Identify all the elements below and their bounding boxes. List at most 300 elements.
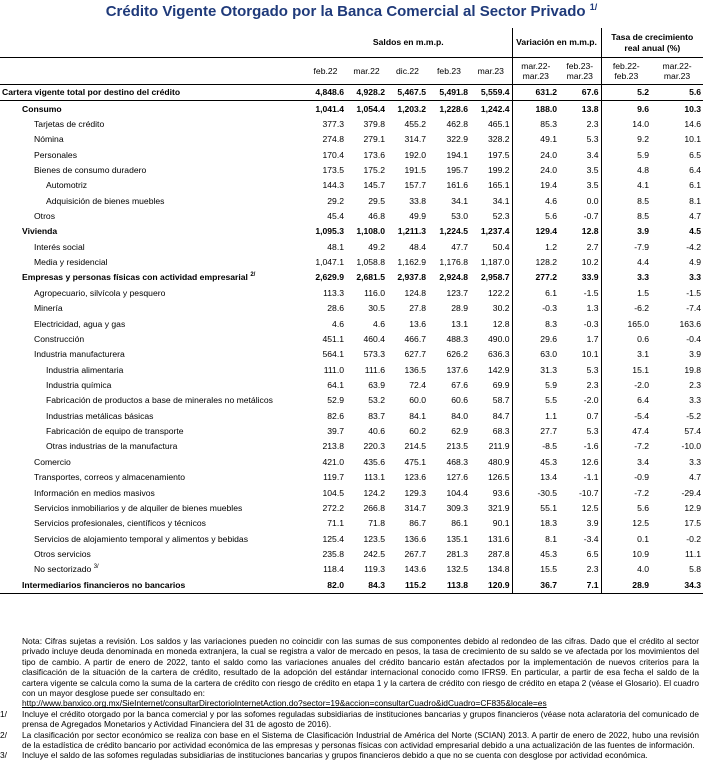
cell-value: 2.3: [586, 564, 599, 575]
cell-value: 1,095.3: [315, 226, 344, 237]
cell-value: 48.1: [327, 241, 344, 252]
cell-value: 30.5: [368, 303, 385, 314]
cell-value: 211.9: [488, 441, 510, 452]
table-row: [0, 455, 703, 470]
table-row: [0, 531, 703, 546]
cell-value: 113.3: [323, 287, 344, 298]
cell-value: 13.8: [581, 103, 599, 114]
cell-value: 122.2: [488, 287, 510, 298]
cell-value: 1.2: [512, 240, 559, 255]
cell-value: 488.3: [446, 333, 468, 344]
cell-value: 12.8: [581, 226, 599, 237]
cell-value: 29.6: [512, 332, 559, 347]
cell-value: 377.3: [322, 118, 344, 129]
row-label: Cartera vigente total por destino del crédito: [0, 85, 305, 101]
cell-value: 53.0: [451, 211, 468, 222]
cell-value: 194.1: [446, 149, 468, 160]
cell-value: 24.0: [512, 147, 559, 162]
cell-value: 3.9: [689, 349, 702, 360]
cell-value: 314.7: [404, 502, 426, 513]
cell-value: 125.4: [322, 533, 344, 544]
cell-value: 71.1: [327, 518, 344, 529]
cell-value: 1,228.6: [439, 103, 468, 114]
header-tasa-col: feb.22- feb.23: [601, 58, 651, 85]
cell-value: -5.2: [686, 410, 702, 421]
cell-value: 83.7: [368, 410, 385, 421]
cell-value: 60.6: [451, 395, 468, 406]
cell-value: 10.3: [684, 103, 702, 114]
cell-value: 266.8: [363, 502, 385, 513]
row-label: Industrias metálicas básicas: [46, 410, 154, 421]
cell-value: 1,108.0: [356, 226, 385, 237]
cell-value: 4.4: [601, 255, 651, 270]
cell-value: 272.2: [322, 502, 344, 513]
cell-value: -1.5: [686, 287, 702, 298]
table-row: [0, 332, 703, 347]
cell-value: 10.1: [684, 134, 702, 145]
cell-value: 192.0: [404, 149, 426, 160]
cell-value: 277.2: [512, 270, 559, 285]
header-saldos: Saldos en m.m.p.: [372, 37, 444, 47]
cell-value: 4.5: [689, 226, 702, 237]
cell-value: 281.3: [446, 548, 468, 559]
cell-value: 84.1: [409, 410, 426, 421]
cell-value: 4.8: [601, 163, 651, 178]
cell-value: 58.7: [492, 395, 510, 406]
table-row: [0, 255, 703, 270]
header-period: mar.22: [346, 58, 387, 85]
cell-value: 119.7: [323, 472, 344, 483]
cell-value: 17.5: [684, 518, 702, 529]
cell-value: 1,047.1: [315, 257, 344, 268]
cell-value: 39.7: [327, 426, 344, 437]
cell-value: 3.4: [601, 455, 651, 470]
cell-value: 127.6: [446, 472, 468, 483]
cell-value: 4,928.2: [346, 85, 387, 101]
cell-value: 1.5: [601, 286, 651, 301]
cell-value: 34.1: [492, 195, 510, 206]
cell-value: 123.6: [404, 472, 426, 483]
table-row: [0, 470, 703, 485]
cell-value: 6.1: [689, 180, 702, 191]
row-label: Personales: [34, 149, 77, 160]
cell-value: -0.7: [583, 211, 599, 222]
cell-value: 4.6: [512, 194, 559, 209]
cell-value: -8.5: [512, 439, 559, 454]
cell-value: 627.7: [404, 349, 426, 360]
cell-value: 490.0: [488, 333, 510, 344]
main-note: Nota: Cifras sujetas a revisión. Los saldos y las variaciones pueden no coincidir con las sumas de sus componentes debido al redondeo de las cifras. Dado que el crédito al sector privado incluye deuda denominada en moneda extranjera, la cual se registra a valor de mercado en pesos, la tasa de crecimiento de su saldo se ve afectada por los movimientos del tipo de cambio. A partir de enero de 2022, tanto el saldo como las variaciones anuales del crédito bancario están afectados por la implementación de nuevos criterios para la clasificación de la situación de la cartera de crédito, resultado de la adopción del estándar internacional conocido como IFRS9. En particular, a partir de esa fecha el saldo de la cartera vigente se calcula como la suma de la cartera de crédito con riesgo de crédito en etapa 1 y la cartera de crédito con riesgo de crédito en etapa 2 (véase el Glosario). El cuadro con un mayor desglose puede ser consultado en: http://www.banxico.org.mx/SieInternet/consultarDirectorioInternetAction.do?sector=19&accion=consultarCuadro&idCuadro=CF835&locale=es: [22, 636, 699, 709]
cell-value: 1,224.5: [439, 226, 468, 237]
cell-value: 8.1: [512, 531, 559, 546]
cell-value: -5.4: [601, 409, 651, 424]
header-variacion: Variación en m.m.p.: [512, 28, 601, 58]
cell-value: 115.2: [387, 578, 428, 594]
cell-value: 84.3: [346, 578, 387, 594]
row-label: Fabricación de productos a base de minerales no metálicos: [46, 395, 273, 406]
row-label: Transportes, correos y almacenamiento: [34, 472, 186, 483]
cell-value: 63.0: [512, 347, 559, 362]
table-row: [0, 240, 703, 255]
cell-value: 111.0: [323, 364, 344, 375]
cell-value: 161.6: [446, 180, 468, 191]
table-row: [0, 393, 703, 408]
cell-value: 15.1: [601, 362, 651, 377]
cell-value: 3.1: [601, 347, 651, 362]
table-row: [0, 562, 703, 577]
cell-value: 49.2: [368, 241, 385, 252]
cell-value: 220.3: [363, 441, 385, 452]
header-period: dic.22: [387, 58, 428, 85]
row-label: Empresas y personas físicas con actividad empresarial $^{2/}$: [22, 272, 256, 283]
credit-table: [0, 28, 703, 594]
header-var-col: feb.23- mar.23: [559, 58, 601, 85]
cell-value: 3.3: [601, 270, 651, 285]
table-row: [0, 316, 703, 331]
footnote-ref: 2/: [250, 272, 256, 279]
header-period: feb.23: [428, 58, 470, 85]
cell-value: 34.3: [651, 578, 703, 594]
table-row: [0, 516, 703, 531]
header-tasa: Tasa de crecimiento real anual (%): [601, 28, 703, 58]
cell-value: 379.8: [363, 118, 385, 129]
row-label: Industria química: [46, 380, 112, 390]
cell-value: 5.5: [512, 393, 559, 408]
title-footnote-ref: 1/: [589, 2, 598, 12]
cell-value: 2.7: [586, 241, 599, 252]
cell-value: 1,176.8: [439, 257, 468, 268]
cell-value: 3.5: [586, 180, 599, 191]
cell-value: 123.5: [363, 533, 385, 544]
cell-value: 86.1: [451, 518, 468, 529]
row-label: Interés social: [34, 241, 85, 252]
cell-value: 322.9: [446, 134, 468, 145]
cell-value: 67.6: [559, 85, 601, 101]
cell-value: 136.6: [404, 533, 426, 544]
cell-value: 85.3: [512, 117, 559, 132]
footnote: 3/ Incluye el saldo de las sofomes reguladas subsidiarias de instituciones bancarias y grupos financieros debido a que no se cuenta con desglose por actividad económica.: [0, 750, 648, 761]
cell-value: 53.2: [368, 395, 385, 406]
cell-value: 47.4: [601, 424, 651, 439]
cell-value: 86.7: [409, 518, 426, 529]
row-label: Electricidad, agua y gas: [34, 318, 126, 329]
cell-value: 462.8: [446, 118, 468, 129]
cell-value: 45.3: [512, 547, 559, 562]
cell-value: 123.7: [446, 287, 468, 298]
table-row: [0, 424, 703, 439]
table-row: [0, 85, 703, 101]
cell-value: 7.1: [559, 578, 601, 594]
cell-value: 40.6: [368, 426, 385, 437]
page-title: Crédito Vigente Otorgado por la Banca Comercial al Sector Privado $^{1/}$: [105, 2, 598, 20]
cell-value: 12.5: [601, 516, 651, 531]
cell-value: 1,058.8: [356, 257, 385, 268]
cell-value: 3.5: [586, 164, 599, 175]
cell-value: 468.3: [446, 456, 468, 467]
cell-value: 2.3: [586, 118, 599, 129]
cell-value: 60.0: [409, 395, 426, 406]
cell-value: 5.3: [586, 364, 599, 375]
cell-value: 2,924.8: [439, 272, 468, 283]
cell-value: 1.7: [586, 333, 599, 344]
cell-value: 48.4: [409, 241, 426, 252]
cell-value: -0.3: [583, 318, 599, 329]
cell-value: 4.0: [601, 562, 651, 577]
cell-value: 13.1: [451, 318, 468, 329]
cell-value: 113.1: [364, 472, 385, 483]
cell-value: 129.4: [512, 224, 559, 239]
cell-value: 0.6: [601, 332, 651, 347]
cell-value: 28.9: [451, 303, 468, 314]
cell-value: 480.9: [488, 456, 510, 467]
cell-value: 279.1: [363, 134, 385, 145]
cell-value: 199.2: [488, 164, 510, 175]
cell-value: 135.1: [446, 533, 468, 544]
row-label: Fabricación de equipo de transporte: [46, 426, 184, 437]
cell-value: 2,681.5: [356, 272, 385, 283]
cell-value: 631.2: [512, 85, 559, 101]
cell-value: 9.2: [601, 132, 651, 147]
cell-value: -7.4: [686, 303, 702, 314]
cell-value: 626.2: [446, 349, 468, 360]
cell-value: 3.4: [586, 149, 599, 160]
cell-value: 143.6: [404, 564, 426, 575]
cell-value: 57.4: [684, 426, 702, 437]
cell-value: 31.3: [512, 362, 559, 377]
cell-value: 0.0: [586, 195, 599, 206]
cell-value: 5,491.8: [428, 85, 470, 101]
row-label: Industria manufacturera: [34, 349, 125, 360]
cell-value: 3.3: [689, 456, 702, 467]
cell-value: -7.2: [601, 485, 651, 500]
cell-value: 14.6: [684, 118, 702, 129]
cell-value: 49.9: [409, 211, 426, 222]
cell-value: 113.8: [428, 578, 470, 594]
glossary-link[interactable]: http://www.banxico.org.mx/SieInternet/consultarDirectorioInternetAction.do?sector=19&accion=consultarCuadro&idCuadro=CF835&locale=es: [22, 698, 547, 709]
cell-value: 84.7: [492, 410, 510, 421]
cell-value: 173.6: [363, 149, 385, 160]
table-row: [0, 224, 703, 239]
cell-value: 4.7: [689, 472, 702, 483]
table-row: [0, 347, 703, 362]
table-row: [0, 485, 703, 500]
table-row: [0, 209, 703, 224]
row-label: Otras industrias de la manufactura: [46, 441, 178, 452]
footnote: 1/ Incluye el crédito otorgado por la banca comercial y por las sofomes reguladas subsidiarias de instituciones bancarias y grupos financieros (véase nota aclaratoria del comunicado de prensa de Agregados Monetarios y Actividad Financiera del 31 de agosto de 2016).: [0, 708, 699, 730]
cell-value: 11.1: [684, 548, 702, 559]
cell-value: 267.7: [404, 548, 426, 559]
cell-value: 27.7: [512, 424, 559, 439]
cell-value: 126.5: [488, 472, 510, 483]
row-label: Agropecuario, silvícola y pesquero: [34, 287, 166, 298]
cell-value: 62.9: [451, 426, 468, 437]
cell-value: 145.7: [363, 180, 385, 191]
cell-value: 3.9: [601, 224, 651, 239]
cell-value: 111.6: [364, 364, 385, 375]
table-row: [0, 178, 703, 193]
cell-value: 71.8: [368, 518, 385, 529]
cell-value: 12.8: [492, 318, 510, 329]
cell-value: 46.8: [368, 211, 385, 222]
cell-value: 321.9: [488, 502, 510, 513]
row-label: Construcción: [34, 333, 85, 344]
table-row: [0, 301, 703, 316]
cell-value: 8.3: [512, 316, 559, 331]
cell-value: 5.6: [601, 501, 651, 516]
row-label: Consumo: [22, 103, 62, 114]
cell-value: 1,203.2: [397, 103, 426, 114]
cell-value: 49.1: [512, 132, 559, 147]
cell-value: 3.3: [689, 395, 702, 406]
cell-value: 165.1: [488, 180, 510, 191]
cell-value: 170.4: [322, 149, 344, 160]
cell-value: 33.8: [409, 195, 426, 206]
cell-value: 131.6: [488, 533, 510, 544]
cell-value: 6.1: [512, 286, 559, 301]
cell-value: 2,958.7: [480, 272, 510, 283]
cell-value: -29.4: [681, 487, 702, 498]
cell-value: 5.3: [586, 426, 599, 437]
cell-value: 55.1: [512, 501, 559, 516]
cell-value: 10.9: [601, 547, 651, 562]
cell-value: 636.3: [488, 349, 510, 360]
cell-value: 235.8: [322, 548, 344, 559]
cell-value: 104.5: [322, 487, 344, 498]
cell-value: 435.6: [363, 456, 385, 467]
header-tasa-col: mar.22- mar.23: [651, 58, 703, 85]
cell-value: -0.2: [686, 533, 702, 544]
cell-value: 29.2: [327, 195, 344, 206]
cell-value: -10.7: [578, 487, 599, 498]
row-label: Nómina: [34, 134, 64, 145]
cell-value: 27.8: [409, 303, 426, 314]
cell-value: 18.3: [512, 516, 559, 531]
row-label: Bienes de consumo duradero: [34, 164, 147, 175]
cell-value: 69.9: [492, 380, 510, 390]
cell-value: 132.5: [446, 564, 468, 575]
cell-value: 34.1: [451, 195, 468, 206]
table-row: [0, 117, 703, 132]
cell-value: 173.5: [322, 164, 344, 175]
cell-value: 213.8: [322, 441, 344, 452]
cell-value: 1.1: [512, 409, 559, 424]
cell-value: 104.4: [446, 487, 468, 498]
cell-value: 64.1: [327, 380, 344, 390]
cell-value: 82.6: [327, 410, 344, 421]
cell-value: 137.6: [446, 364, 468, 375]
cell-value: -0.4: [686, 333, 702, 344]
cell-value: 67.6: [451, 380, 468, 390]
cell-value: 309.3: [446, 502, 468, 513]
cell-value: 1,237.4: [480, 226, 510, 237]
cell-value: 475.1: [404, 456, 426, 467]
cell-value: 165.0: [601, 316, 651, 331]
cell-value: 314.7: [404, 134, 426, 145]
cell-value: 29.5: [368, 195, 385, 206]
cell-value: 195.7: [446, 164, 468, 175]
cell-value: 45.3: [512, 455, 559, 470]
row-label: Servicios de alojamiento temporal y alimentos y bebidas: [34, 533, 248, 544]
table-row: [0, 194, 703, 209]
row-label: Comercio: [34, 456, 71, 467]
cell-value: 2.3: [586, 380, 599, 390]
header-var-col: mar.22- mar.23: [512, 58, 559, 85]
cell-value: -30.5: [512, 485, 559, 500]
table-row: [0, 362, 703, 377]
cell-value: 136.5: [404, 364, 426, 375]
cell-value: 36.7: [512, 578, 559, 594]
cell-value: 90.1: [492, 518, 510, 529]
row-label: Automotriz: [46, 180, 88, 191]
cell-value: -2.0: [583, 395, 599, 406]
cell-value: -1.5: [583, 287, 599, 298]
cell-value: 13.4: [512, 470, 559, 485]
cell-value: 2,629.9: [315, 272, 344, 283]
cell-value: 15.5: [512, 562, 559, 577]
cell-value: 466.7: [404, 333, 426, 344]
cell-value: 1,187.0: [480, 257, 510, 268]
cell-value: 12.5: [581, 502, 599, 513]
cell-value: 573.3: [363, 349, 385, 360]
cell-value: 124.8: [404, 287, 426, 298]
cell-value: 84.0: [451, 410, 468, 421]
row-label: Otros servicios: [34, 548, 91, 559]
cell-value: -10.0: [681, 441, 702, 452]
cell-value: 4.9: [689, 257, 702, 268]
cell-value: 564.1: [322, 349, 344, 360]
row-label: Vivienda: [22, 226, 58, 237]
cell-value: 0.1: [601, 531, 651, 546]
cell-value: 129.3: [404, 487, 426, 498]
cell-value: 6.5: [586, 548, 599, 559]
cell-value: 10.2: [581, 257, 599, 268]
cell-value: 421.0: [322, 456, 344, 467]
cell-value: 5.6: [512, 209, 559, 224]
table-row: [0, 439, 703, 454]
cell-value: 142.9: [488, 364, 510, 375]
table-row: [0, 147, 703, 162]
cell-value: 5.8: [689, 564, 702, 575]
cell-value: 116.0: [364, 287, 385, 298]
cell-value: 5.6: [651, 85, 703, 101]
cell-value: 4.6: [373, 318, 385, 329]
row-label: Tarjetas de crédito: [34, 118, 105, 129]
cell-value: 1,041.4: [315, 103, 344, 114]
row-label: Servicios inmobiliarios y de alquiler de bienes muebles: [34, 502, 243, 513]
row-label: Información en medios masivos: [34, 487, 155, 498]
cell-value: 5.2: [601, 85, 651, 101]
cell-value: 175.2: [363, 164, 385, 175]
cell-value: 157.7: [404, 180, 426, 191]
row-label: Industria alimentaria: [46, 364, 124, 375]
cell-value: 33.9: [581, 272, 599, 283]
cell-value: 8.5: [601, 194, 651, 209]
cell-value: 1,162.9: [397, 257, 426, 268]
cell-value: -7.9: [601, 240, 651, 255]
row-label: Intermediarios financieros no bancarios: [0, 578, 305, 594]
cell-value: -1.1: [583, 472, 599, 483]
cell-value: 19.4: [512, 178, 559, 193]
cell-value: 12.9: [684, 502, 702, 513]
cell-value: -3.4: [583, 533, 599, 544]
table-row: [0, 409, 703, 424]
cell-value: -4.2: [686, 241, 702, 252]
table-row: [0, 578, 703, 594]
cell-value: 50.4: [492, 241, 510, 252]
table-row: [0, 101, 703, 117]
header-row-groups: [0, 28, 703, 58]
row-label: Adquisición de bienes muebles: [46, 195, 165, 206]
